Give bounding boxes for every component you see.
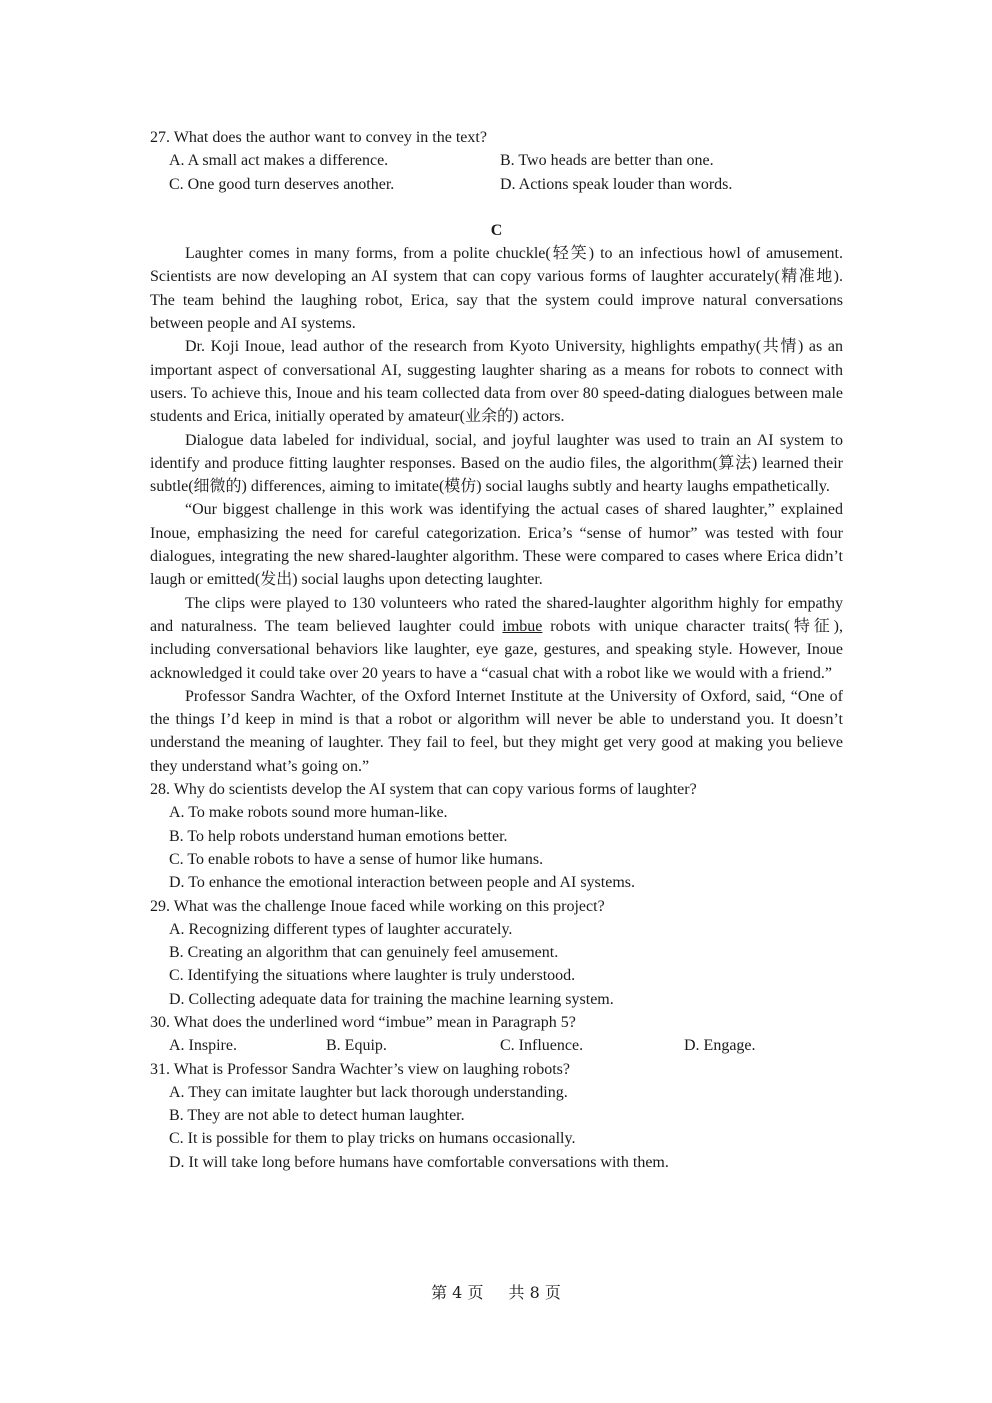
question-31-option-a[interactable]: A. They can imitate laughter but lack thorough understanding. bbox=[169, 1083, 568, 1101]
question-28-option-b[interactable]: B. To help robots understand human emotions better. bbox=[169, 827, 508, 845]
question-27-option-a[interactable]: A. A small act makes a difference. bbox=[169, 152, 389, 170]
question-31-option-b[interactable]: B. They are not able to detect human laughter. bbox=[169, 1107, 465, 1125]
question-28-option-a[interactable]: A. To make robots sound more human-like. bbox=[169, 804, 448, 822]
question-29-option-a[interactable]: A. Recognizing different types of laughter accurately. bbox=[169, 920, 513, 938]
question-28-option-c[interactable]: C. To enable robots to have a sense of humor like humans. bbox=[169, 850, 544, 868]
passage-paragraph-1: Laughter comes in many forms, from a polite chuckle(轻笑) to an infectious howl of amusement. Scientists are now developing an AI system that can copy various forms of laughter accurately(精准地). The team behind the laughing robot, Erica, say that the system could improve natural conversations between people and AI systems. bbox=[150, 245, 843, 333]
question-29-option-b[interactable]: B. Creating an algorithm that can genuinely feel amusement. bbox=[169, 944, 559, 962]
page-footer bbox=[0, 1280, 992, 1303]
passage-paragraph-5 bbox=[150, 592, 843, 685]
question-31-option-d[interactable]: D. It will take long before humans have comfortable conversations with them. bbox=[169, 1153, 669, 1171]
passage-paragraph-3: Dialogue data labeled for individual, social, and joyful laughter was used to train an AI system to identify and produce fitting laughter responses. Based on the audio files, the algorithm(算法) learned their subtle(细微的) differences, aiming to imitate(模仿) social laughs subtly and hearty laughs empathetically. bbox=[150, 431, 843, 496]
question-27 bbox=[150, 126, 843, 196]
question-30-stem: 30. What does the underlined word “imbue” mean in Paragraph 5? bbox=[150, 1013, 576, 1031]
question-28-stem: 28. Why do scientists develop the AI system that can copy various forms of laughter? bbox=[150, 781, 697, 799]
page-content bbox=[150, 126, 843, 1174]
section-letter: C bbox=[490, 221, 503, 239]
paragraph-5-text-before: The clips were played to 130 volunteers who rated the shared-laughter algorithm highly for empathy and naturalness. The team believed laughter could bbox=[150, 594, 843, 635]
question-29-option-d[interactable]: D. Collecting adequate data for training the machine learning system. bbox=[169, 990, 614, 1008]
question-31 bbox=[150, 1058, 843, 1174]
passage bbox=[150, 242, 843, 778]
question-29-option-c[interactable]: C. Identifying the situations where laughter is truly understood. bbox=[169, 967, 576, 985]
question-30-option-d[interactable]: D. Engage. bbox=[684, 1037, 756, 1055]
passage-paragraph-4: “Our biggest challenge in this work was identifying the actual cases of shared laughter,” explained Inoue, emphasizing the need for careful categorization. Erica’s “sense of humor” was tested with four dialogues, integrating the new shared-laughter algorithm. These were compared to cases where Erica didn’t laugh or emitted(发出) social laughs upon detecting laughter. bbox=[150, 501, 843, 589]
question-29-stem: 29. What was the challenge Inoue faced while working on this project? bbox=[150, 897, 605, 915]
question-31-stem: 31. What is Professor Sandra Wachter’s view on laughing robots? bbox=[150, 1060, 570, 1078]
underlined-word: imbue bbox=[502, 617, 543, 635]
question-27-option-c[interactable]: C. One good turn deserves another. bbox=[169, 175, 395, 193]
question-30 bbox=[150, 1011, 843, 1058]
question-28 bbox=[150, 778, 843, 894]
passage-paragraph-2: Dr. Koji Inoue, lead author of the research from Kyoto University, highlights empathy(共情) as an important aspect of conversational AI, suggesting laughter sharing as a means for robots to connect with users. To achieve this, Inoue and his team collected data from over 80 speed-dating dialogues between male students and Erica, initially operated by amateur(业余的) actors. bbox=[150, 338, 843, 426]
page-number: 第 4 页 bbox=[431, 1283, 484, 1302]
question-27-stem: 27. What does the author want to convey in the text? bbox=[150, 129, 487, 146]
question-27-option-b[interactable]: B. Two heads are better than one. bbox=[500, 152, 714, 170]
question-30-option-b[interactable]: B. Equip. bbox=[326, 1037, 387, 1055]
question-29 bbox=[150, 895, 843, 1011]
question-30-option-c[interactable]: C. Influence. bbox=[500, 1037, 584, 1055]
passage-paragraph-6: Professor Sandra Wachter, of the Oxford Internet Institute at the University of Oxford, said, “One of the things I’d keep in mind is that a robot or algorithm will never be able to understand you. It doesn’t understand the meaning of laughter. They fail to feel, but they might get very good at making you believe they understand what’s going on.” bbox=[150, 687, 843, 775]
paragraph-5-text-after: robots with unique character traits(特征), including conversational behaviors like laughter, eye gaze, gestures, and speaking style. However, Inoue acknowledged it could take over 20 years to have a “casual chat with a robot like we would with a friend.” bbox=[150, 617, 843, 682]
question-27-option-d[interactable]: D. Actions speak louder than words. bbox=[500, 175, 733, 193]
question-30-option-a[interactable]: A. Inspire. bbox=[169, 1037, 237, 1055]
question-31-option-c[interactable]: C. It is possible for them to play tricks on humans occasionally. bbox=[169, 1130, 576, 1148]
question-28-option-d[interactable]: D. To enhance the emotional interaction between people and AI systems. bbox=[169, 874, 635, 892]
page-total: 共 8 页 bbox=[508, 1283, 561, 1302]
